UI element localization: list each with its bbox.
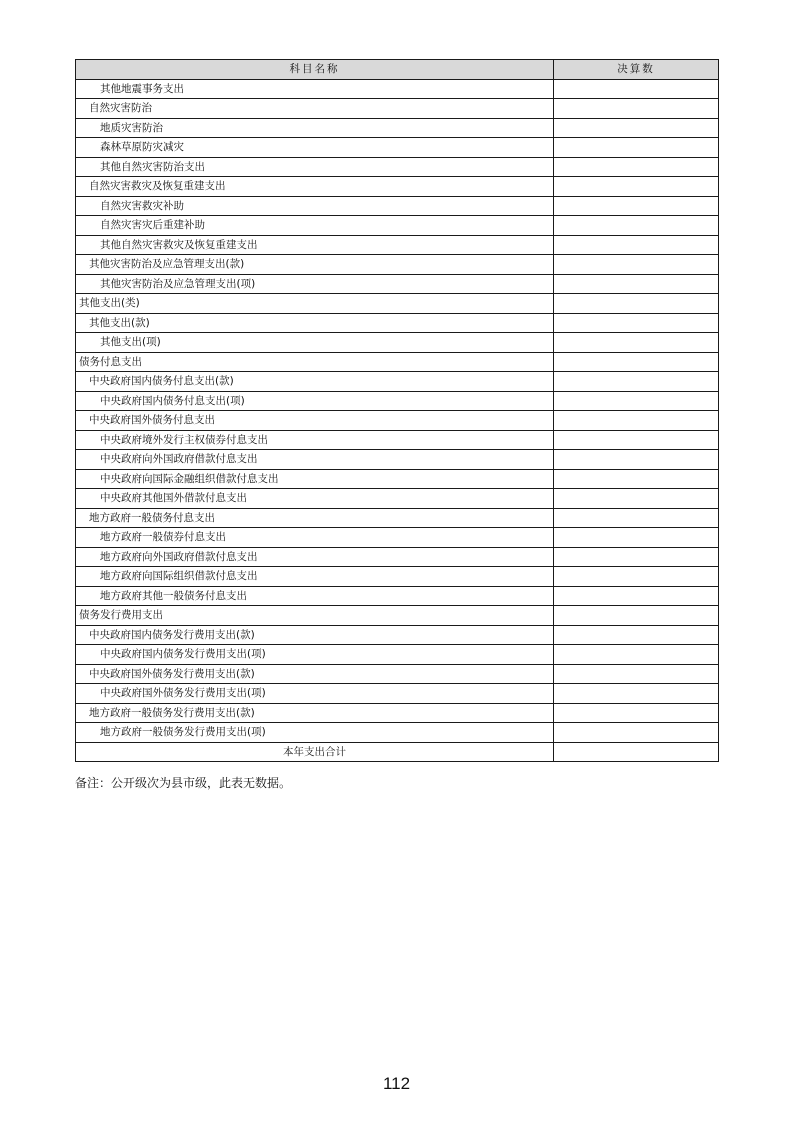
table-row — [76, 177, 719, 197]
subject-name-cell: 中央政府向国际金融组织借款付息支出 — [76, 469, 554, 489]
table-row — [76, 333, 719, 353]
budget-table-container — [75, 59, 718, 762]
subject-name-cell: 其他地震事务支出 — [76, 79, 554, 99]
amount-cell — [554, 684, 719, 704]
table-body — [76, 79, 719, 742]
subject-name-cell: 地质灾害防治 — [76, 118, 554, 138]
subject-name-cell: 自然灾害灾后重建补助 — [76, 216, 554, 236]
amount-cell — [554, 235, 719, 255]
subject-name-cell: 中央政府国内债务付息支出(项) — [76, 391, 554, 411]
subject-name-cell: 中央政府国外债务发行费用支出(项) — [76, 684, 554, 704]
subject-name-cell: 中央政府国外债务发行费用支出(款) — [76, 664, 554, 684]
amount-cell — [554, 391, 719, 411]
table-row — [76, 391, 719, 411]
table-row — [76, 196, 719, 216]
subject-name-cell: 其他支出(项) — [76, 333, 554, 353]
table-row — [76, 294, 719, 314]
table-row — [76, 645, 719, 665]
subject-name-cell: 中央政府向外国政府借款付息支出 — [76, 450, 554, 470]
subject-name-cell: 债务发行费用支出 — [76, 606, 554, 626]
amount-cell — [554, 528, 719, 548]
subject-name-cell: 地方政府一般债券付息支出 — [76, 528, 554, 548]
amount-cell — [554, 430, 719, 450]
amount-cell — [554, 352, 719, 372]
header-final-amount: 决算数 — [554, 60, 719, 80]
table-row — [76, 79, 719, 99]
table-row — [76, 372, 719, 392]
table-row — [76, 606, 719, 626]
amount-cell — [554, 625, 719, 645]
amount-cell — [554, 489, 719, 509]
subject-name-cell: 地方政府向国际组织借款付息支出 — [76, 567, 554, 587]
amount-cell — [554, 79, 719, 99]
subject-name-cell: 其他自然灾害防治支出 — [76, 157, 554, 177]
table-row — [76, 703, 719, 723]
amount-cell — [554, 664, 719, 684]
amount-cell — [554, 157, 719, 177]
amount-cell — [554, 118, 719, 138]
subject-name-cell: 地方政府一般债务付息支出 — [76, 508, 554, 528]
amount-cell — [554, 606, 719, 626]
subject-name-cell: 其他自然灾害救灾及恢复重建支出 — [76, 235, 554, 255]
budget-table — [75, 59, 719, 762]
table-row — [76, 625, 719, 645]
table-row — [76, 567, 719, 587]
amount-cell — [554, 411, 719, 431]
table-row — [76, 684, 719, 704]
amount-cell — [554, 469, 719, 489]
table-row — [76, 547, 719, 567]
amount-cell — [554, 547, 719, 567]
amount-cell — [554, 567, 719, 587]
table-row — [76, 430, 719, 450]
table-row — [76, 489, 719, 509]
subject-name-cell: 森林草原防灾减灾 — [76, 138, 554, 158]
table-row — [76, 352, 719, 372]
amount-cell — [554, 99, 719, 119]
amount-cell — [554, 723, 719, 743]
table-row — [76, 99, 719, 119]
subject-name-cell: 中央政府其他国外借款付息支出 — [76, 489, 554, 509]
amount-cell — [554, 645, 719, 665]
table-row — [76, 508, 719, 528]
amount-cell — [554, 703, 719, 723]
subject-name-cell: 地方政府向外国政府借款付息支出 — [76, 547, 554, 567]
amount-cell — [554, 216, 719, 236]
subject-name-cell: 其他支出(款) — [76, 313, 554, 333]
subject-name-cell: 地方政府一般债务发行费用支出(项) — [76, 723, 554, 743]
subject-name-cell: 中央政府国内债务付息支出(款) — [76, 372, 554, 392]
amount-cell — [554, 196, 719, 216]
amount-cell — [554, 508, 719, 528]
table-row — [76, 450, 719, 470]
total-row — [76, 742, 719, 762]
table-row — [76, 216, 719, 236]
subject-name-cell: 中央政府国内债务发行费用支出(项) — [76, 645, 554, 665]
table-row — [76, 411, 719, 431]
amount-cell — [554, 255, 719, 275]
subject-name-cell: 自然灾害防治 — [76, 99, 554, 119]
table-row — [76, 528, 719, 548]
table-row — [76, 235, 719, 255]
amount-cell — [554, 586, 719, 606]
table-row — [76, 313, 719, 333]
amount-cell — [554, 372, 719, 392]
footnote: 备注：公开级次为县市级，此表无数据。 — [75, 776, 292, 790]
subject-name-cell: 自然灾害救灾补助 — [76, 196, 554, 216]
subject-name-cell: 债务付息支出 — [76, 352, 554, 372]
total-amount — [554, 742, 719, 762]
subject-name-cell: 中央政府国内债务发行费用支出(款) — [76, 625, 554, 645]
amount-cell — [554, 450, 719, 470]
amount-cell — [554, 138, 719, 158]
table-row — [76, 138, 719, 158]
table-row — [76, 157, 719, 177]
amount-cell — [554, 313, 719, 333]
header-subject-name: 科目名称 — [76, 60, 554, 80]
subject-name-cell: 地方政府其他一般债务付息支出 — [76, 586, 554, 606]
table-row — [76, 274, 719, 294]
subject-name-cell: 其他支出(类) — [76, 294, 554, 314]
table-row — [76, 664, 719, 684]
amount-cell — [554, 294, 719, 314]
subject-name-cell: 其他灾害防治及应急管理支出(项) — [76, 274, 554, 294]
table-header-row — [76, 60, 719, 80]
table-row — [76, 723, 719, 743]
subject-name-cell: 中央政府境外发行主权债券付息支出 — [76, 430, 554, 450]
subject-name-cell: 自然灾害救灾及恢复重建支出 — [76, 177, 554, 197]
amount-cell — [554, 333, 719, 353]
table-row — [76, 469, 719, 489]
subject-name-cell: 其他灾害防治及应急管理支出(款) — [76, 255, 554, 275]
page-number: 112 — [382, 1074, 411, 1093]
total-label: 本年支出合计 — [76, 742, 554, 762]
table-row — [76, 118, 719, 138]
table-row — [76, 255, 719, 275]
amount-cell — [554, 177, 719, 197]
subject-name-cell: 中央政府国外债务付息支出 — [76, 411, 554, 431]
subject-name-cell: 地方政府一般债务发行费用支出(款) — [76, 703, 554, 723]
amount-cell — [554, 274, 719, 294]
table-row — [76, 586, 719, 606]
